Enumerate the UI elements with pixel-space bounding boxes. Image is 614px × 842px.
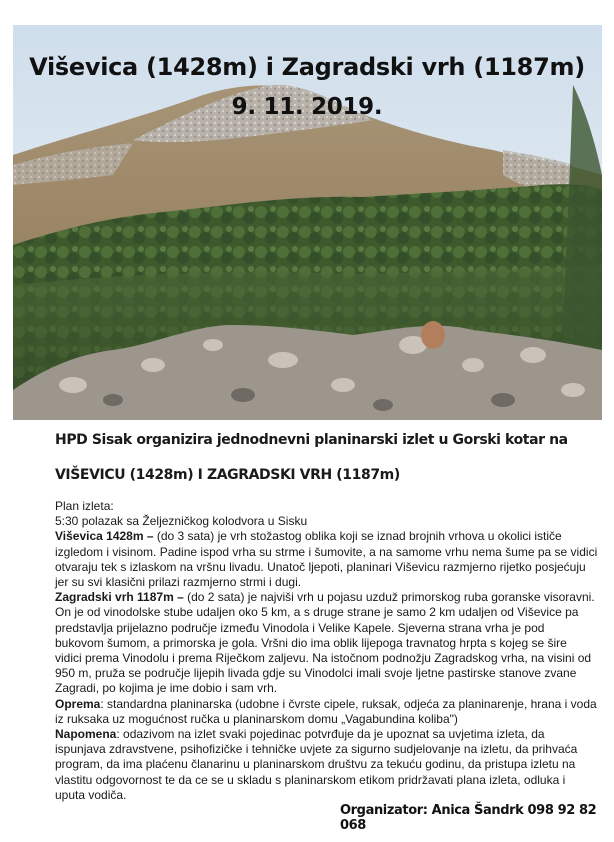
visevica-description: Viševica 1428m – (do 3 sata) je vrh stožastog oblika koji se iznad brojnih vrhova u okolici ističe — [55, 529, 562, 544]
visevica-label: Viševica 1428m – — [55, 529, 154, 544]
equipment-label: Oprema — [55, 696, 101, 711]
plan-label: Plan izleta: — [55, 499, 114, 513]
organizer-contact: Organizator: Anica Šandrk 098 92 82 068 — [340, 803, 597, 833]
note-info: Napomena: odazivom na izlet svaki pojedinac potvrđuje da je upoznat sa uvjetima izleta, da — [55, 727, 545, 742]
page-title: Viševica (1428m) i Zagradski vrh (1187m) — [29, 53, 585, 81]
event-date: 9. 11. 2019. — [231, 94, 383, 120]
mountain-photo — [13, 25, 602, 420]
zagradski-label: Zagradski vrh 1187m – — [55, 590, 184, 605]
intro-heading: HPD Sisak organizira jednodnevni planinarski izlet u Gorski kotar na — [55, 432, 568, 448]
zagradski-description: Zagradski vrh 1187m – (do 2 sata) je najviši vrh u pojasu uzduž primorskog ruba goranske visoravni. — [55, 590, 595, 605]
destination-heading: VIŠEVICU (1428m) I ZAGRADSKI VRH (1187m) — [55, 467, 400, 483]
departure-info: 5:30 polazak sa Željezničkog kolodvora u Sisku — [55, 514, 308, 529]
equipment-info: Oprema: standardna planinarska (udobne i čvrste cipele, ruksak, odjeća za planinarenje, hrana i voda — [55, 696, 597, 711]
trip-details: Plan izleta: 5:30 polazak sa Željezničkog kolodvora u Sisku Viševica 1428m – (do 3 sata) je vrh stožastog oblika koji se iznad brojnih vrhova u okolici ističe izgledom i visinom. Padine ispod vrha su strme i šumovite, a na samome vrhu nema šume pa se vidici otvaraju tek s izlaskom na vršnu livadu. Unatoč ljepoti, planinari Viševicu razmjerno rijetko posjećuju jer su svi klasični prilazi razmjerno strmi i dugi. Zagradski vrh 1187m – (do 2 sata) je najviši vrh u pojasu uzduž primorskog ruba goranske visoravni. On je od vinodolske stube udaljen oko 5 km, a s druge strane je samo 2 km udaljen od Viševice pa predstavlja prijelazno područje između Vinodola i Velike Kapele. Sjeverna strana vrha je pod bukovom šumom, a primorska je gola. Vršni dio ima oblik lijepoga travnatog hrpta s kojeg se šire vidici prema Vinodolu i prema Riječkom zaljevu. Na istočnom podnožju Zagradskog vrha, na visini od 950 m, pruža se područje lijepih livada gdje su Vinodolci imali svoje ljetne pastirske stanove zvane Zagradi, po kojima je ime dobio i sam vrh. Oprema: standardna planinarska (udobne i čvrste cipele, ruksak, odjeća za planinarenje, hrana i voda iz ruksaka uz mogućnost ručka u planinarskom domu „Vagabundina koliba") Napomena: odazivom na izlet svaki pojedinac potvrđuje da je upoznat sa uvjetima izleta, da ispunjava zdravstvene, psihofizičke i tehničke uvjete za sigurno sudjelovanje na izletu, da prihvaća program, da ima plaćenu članarinu u planinarskom društvu za tekuću godinu, da pristupa izletu na vlastitu odgovornost te da ce se u skladu s planinarskom etikom pridržavati plana izleta, odluka i uputa vodiča. — [55, 499, 600, 803]
mountain-landscape-image — [13, 25, 602, 420]
note-label: Napomena — [55, 727, 117, 742]
